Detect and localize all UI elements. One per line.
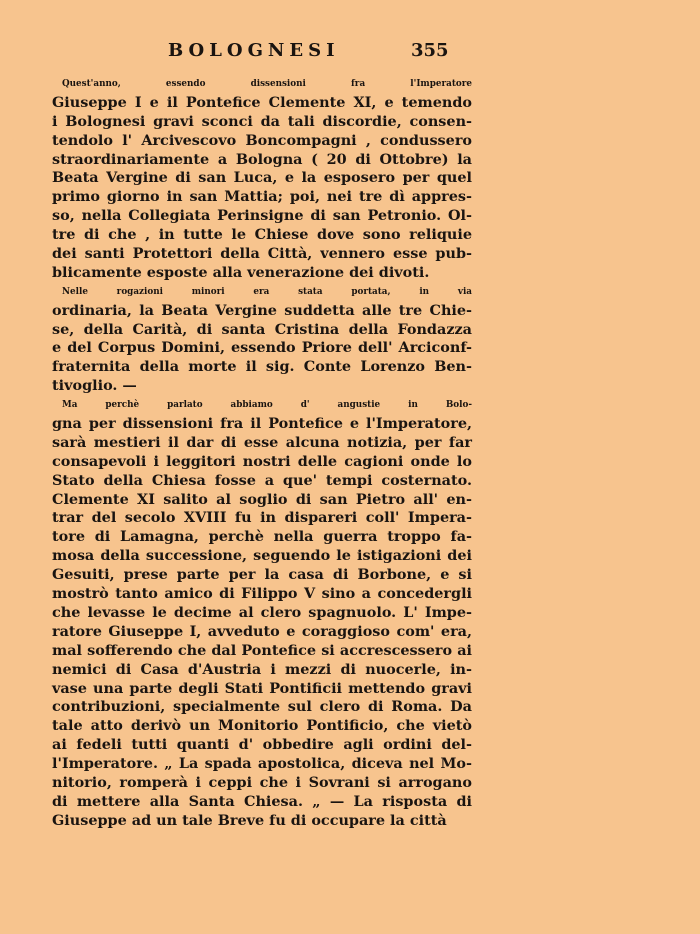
text-line: Nelle rogazioni minori era stata portata, in via <box>62 286 472 297</box>
text-line: l'Imperatore. „ La spada apostolica, diceva nel Mo- <box>52 755 472 773</box>
text-line: Quest'anno, essendo dissensioni fra l'Imperatore <box>62 79 472 89</box>
text-line: Giuseppe I e il Pontefice Clemente XI, e temendo <box>52 93 472 111</box>
text-line: gna per dissensioni fra il Pontefice e l'Imperatore, <box>52 415 472 433</box>
text-line: mostrò tanto amico di Filippo V sino a concedergli <box>52 585 472 603</box>
text-line: di mettere alla Santa Chiesa. „ — La risposta di <box>52 792 472 810</box>
text-line: se, della Carità, di santa Cristina della Fondazza <box>52 320 472 338</box>
text-line: tivoglio. — <box>52 377 137 395</box>
text-line: i Bolognesi gravi sconci da tali discordie, consen- <box>52 112 472 130</box>
text-line: so, nella Collegiata Perinsigne di san Petronio. Ol- <box>52 207 472 225</box>
text-line: mosa della successione, seguendo le istigazioni dei <box>52 547 472 565</box>
text-line: mal sofferendo che dal Pontefice si accrescessero ai <box>52 641 472 659</box>
text-line: ordinaria, la Beata Vergine suddetta alle tre Chie- <box>52 301 472 319</box>
text-line: Clemente XI salito al soglio di san Pietro all' en- <box>52 490 472 508</box>
text-line: ai fedeli tutti quanti d' obbedire agli ordini del- <box>52 736 472 754</box>
text-line: straordinariamente a Bologna ( 20 di Ottobre) la <box>52 150 472 168</box>
text-line: consapevoli i leggitori nostri delle cagioni onde lo <box>52 452 472 470</box>
text-line: tendolo l' Arcivescovo Boncompagni , condussero <box>52 131 472 149</box>
text-line: ratore Giuseppe I, avveduto e coraggioso com' era, <box>52 622 472 640</box>
running-title: BOLOGNESI <box>168 40 340 61</box>
body-text <box>52 75 472 831</box>
text-line: primo giorno in san Mattia; poi, nei tre dì appres- <box>52 188 472 206</box>
text-line: Stato della Chiesa fosse a que' tempi costernato. <box>52 471 472 489</box>
page-header <box>52 40 472 64</box>
text-line: Gesuiti, prese parte per la casa di Borbone, e si <box>52 566 472 584</box>
text-line: dei santi Protettori della Città, vennero esse pub- <box>52 245 472 263</box>
text-line: Ma perchè parlato abbiamo d' angustie in Bolo- <box>62 400 472 411</box>
text-line: vase una parte degli Stati Pontificii mettendo gravi <box>52 679 472 697</box>
text-line: trar del secolo XVIII fu in dispareri coll' Impera- <box>52 509 472 527</box>
text-line: sarà mestieri il dar di esse alcuna notizia, per far <box>52 433 472 451</box>
text-line: blicamente esposte alla venerazione dei divoti. <box>52 263 430 281</box>
text-line: tre di che , in tutte le Chiese dove sono reliquie <box>52 226 472 244</box>
text-line: che levasse le decime al clero spagnuolo. L' Impe- <box>52 603 472 621</box>
text-line: e del Corpus Domini, essendo Priore dell' Arciconf- <box>52 339 472 357</box>
text-line: nemici di Casa d'Austria i mezzi di nuocerle, in- <box>52 660 472 678</box>
text-line: fraternita della morte il sig. Conte Lorenzo Ben- <box>52 358 472 376</box>
text-line: nitorio, romperà i ceppi che i Sovrani si arrogano <box>52 773 472 791</box>
paragraph <box>52 75 472 283</box>
text-line: Giuseppe ad un tale Breve fu di occupare la città <box>52 811 447 829</box>
paragraph <box>52 396 472 830</box>
text-line: tore di Lamagna, perchè nella guerra troppo fa- <box>52 528 472 546</box>
text-line: contribuzioni, specialmente sul clero di Roma. Da <box>52 698 472 716</box>
page-number: 355 <box>411 40 449 61</box>
text-line: tale atto derivò un Monitorio Pontificio, che vietò <box>52 717 472 735</box>
paragraph <box>52 283 472 396</box>
text-line: Beata Vergine di san Luca, e la esposero per quel <box>52 169 472 187</box>
